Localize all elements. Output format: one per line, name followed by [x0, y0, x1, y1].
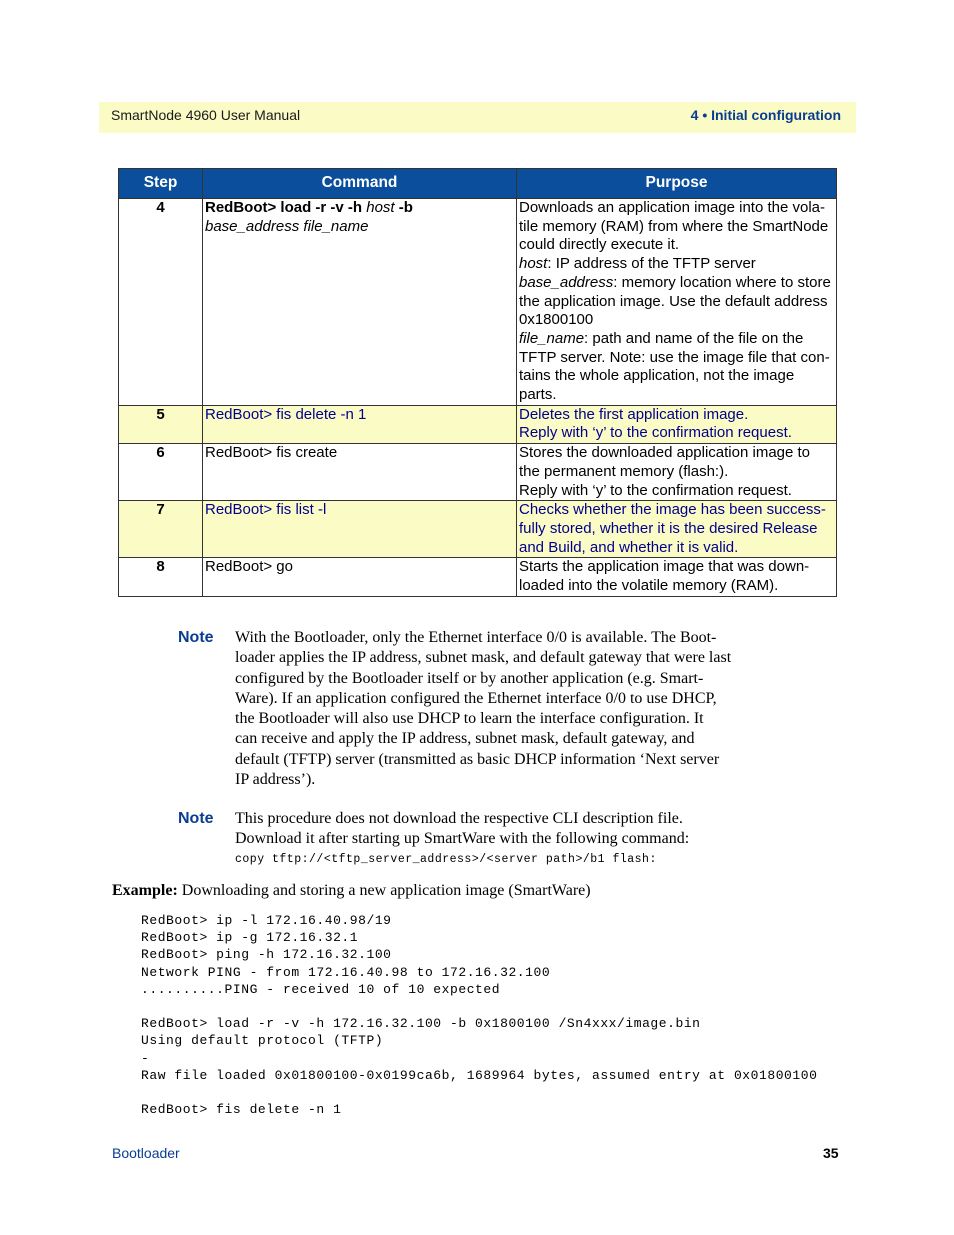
command-line: RedBoot> fis delete -n 1 — [205, 405, 367, 423]
column-header-command: Command — [203, 169, 517, 199]
step-number: 6 — [119, 444, 203, 501]
note-command: copy tftp://<tftp_server_address>/<server path>/b1 flash: — [235, 852, 657, 866]
command-cell — [203, 558, 517, 596]
purpose-line: tains the whole application, not the image — [519, 367, 795, 385]
example-label: Example: — [112, 882, 178, 899]
note-text — [235, 809, 755, 870]
purpose-line: TFTP server. Note: use the image file that con- — [519, 348, 830, 366]
purpose-line: fully stored, whether it is the desired Release — [519, 519, 818, 537]
code-example-block — [141, 912, 817, 1118]
purpose-line: the application image. Use the default address — [519, 292, 828, 310]
purpose-line: tile memory (RAM) from where the SmartNode — [519, 217, 829, 235]
purpose-line: Starts the application image that was down- — [519, 558, 810, 576]
footer-section: Bootloader — [112, 1145, 180, 1161]
code-line: Network PING - from 172.16.40.98 to 172.16.32.100 — [141, 964, 551, 980]
code-line: RedBoot> fis delete -n 1 — [141, 1102, 342, 1118]
note-label: Note — [178, 810, 214, 827]
page-number: 35 — [823, 1145, 839, 1161]
note-line: This procedure does not download the respective CLI description file. — [235, 810, 683, 827]
note-line: With the Bootloader, only the Ethernet interface 0/0 is available. The Boot- — [235, 629, 717, 646]
steps-table — [118, 168, 837, 597]
purpose-line: Stores the downloaded application image to — [519, 444, 811, 462]
example-caption — [112, 882, 591, 900]
command-line: RedBoot> go — [205, 558, 293, 576]
purpose-line: base_address: memory location where to store — [519, 273, 831, 291]
note-line: can receive and apply the IP address, subnet mask, default gateway, and — [235, 730, 695, 748]
purpose-cell — [517, 199, 837, 406]
command-line: RedBoot> fis list -l — [205, 501, 327, 519]
command-line: base_address file_name — [205, 217, 369, 235]
purpose-line: host: IP address of the TFTP server — [519, 255, 756, 273]
purpose-line: Checks whether the image has been success- — [519, 501, 826, 519]
column-header-purpose: Purpose — [517, 169, 837, 199]
purpose-cell — [517, 558, 837, 596]
purpose-line: 0x1800100 — [519, 311, 594, 329]
table-row — [119, 558, 837, 596]
table-row — [119, 405, 837, 443]
step-number: 7 — [119, 501, 203, 558]
command-cell — [203, 501, 517, 558]
command-cell — [203, 444, 517, 501]
note-line: IP address’). — [235, 771, 316, 789]
code-line: ..........PING - received 10 of 10 expected — [141, 981, 501, 997]
note-line: Download it after starting up SmartWare with the following command: — [235, 830, 690, 848]
command-line: RedBoot> fis create — [205, 444, 338, 462]
step-number: 5 — [119, 405, 203, 443]
purpose-line: file_name: path and name of the file on the — [519, 329, 804, 347]
command-cell — [203, 405, 517, 443]
code-line: Using default protocol (TFTP) — [141, 1033, 384, 1049]
purpose-line: parts. — [519, 386, 557, 404]
step-number: 4 — [119, 199, 203, 406]
note-label: Note — [178, 629, 214, 646]
purpose-cell — [517, 444, 837, 501]
code-line — [141, 1084, 817, 1101]
command-cell — [203, 199, 517, 406]
code-line: Raw file loaded 0x01800100-0x0199ca6b, 1689964 bytes, assumed entry at 0x01800100 — [141, 1067, 818, 1083]
table-row — [119, 501, 837, 558]
code-line: RedBoot> ip -l 172.16.40.98/19 — [141, 913, 392, 928]
table-row — [119, 444, 837, 501]
column-header-step: Step — [119, 169, 203, 199]
note-text — [235, 628, 755, 790]
purpose-line: the permanent memory (flash:). — [519, 462, 729, 480]
chapter-title: 4 • Initial configuration — [690, 107, 841, 123]
code-line — [141, 998, 817, 1015]
running-header — [99, 102, 856, 133]
manual-title: SmartNode 4960 User Manual — [111, 107, 301, 123]
note-line: configured by the Bootloader itself or by another application (e.g. Smart- — [235, 669, 704, 687]
example-text: Downloading and storing a new application image (SmartWare) — [177, 882, 591, 899]
note-line: Ware). If an application configured the Ethernet interface 0/0 to use DHCP, — [235, 689, 717, 707]
code-line: RedBoot> ping -h 172.16.32.100 — [141, 947, 392, 963]
step-number: 8 — [119, 558, 203, 596]
purpose-cell — [517, 405, 837, 443]
purpose-line: could directly execute it. — [519, 236, 680, 254]
code-line: RedBoot> load -r -v -h 172.16.32.100 -b 0x1800100 /Sn4xxx/image.bin — [141, 1016, 701, 1032]
purpose-line: loaded into the volatile memory (RAM). — [519, 577, 779, 595]
purpose-line: Downloads an application image into the vola- — [519, 199, 826, 216]
table-row — [119, 199, 837, 406]
purpose-cell — [517, 501, 837, 558]
purpose-line: Deletes the first application image. — [519, 405, 749, 423]
note-line: loader applies the IP address, subnet mask, and default gateway that were last — [235, 649, 732, 667]
code-line: RedBoot> ip -g 172.16.32.1 — [141, 930, 359, 946]
code-line: - — [141, 1050, 150, 1066]
purpose-line: and Build, and whether it is valid. — [519, 538, 739, 556]
steps-table-body — [119, 199, 837, 597]
command-line: RedBoot> load -r -v -h host -b — [205, 199, 413, 216]
table-header-row — [119, 169, 837, 199]
purpose-line: Reply with ‘y’ to the confirmation request. — [519, 481, 792, 499]
note-line: default (TFTP) server (transmitted as basic DHCP information ‘Next server — [235, 750, 720, 768]
note-line: the Bootloader will also use DHCP to learn the interface configuration. It — [235, 710, 704, 728]
purpose-line: Reply with ‘y’ to the confirmation request. — [519, 424, 792, 442]
